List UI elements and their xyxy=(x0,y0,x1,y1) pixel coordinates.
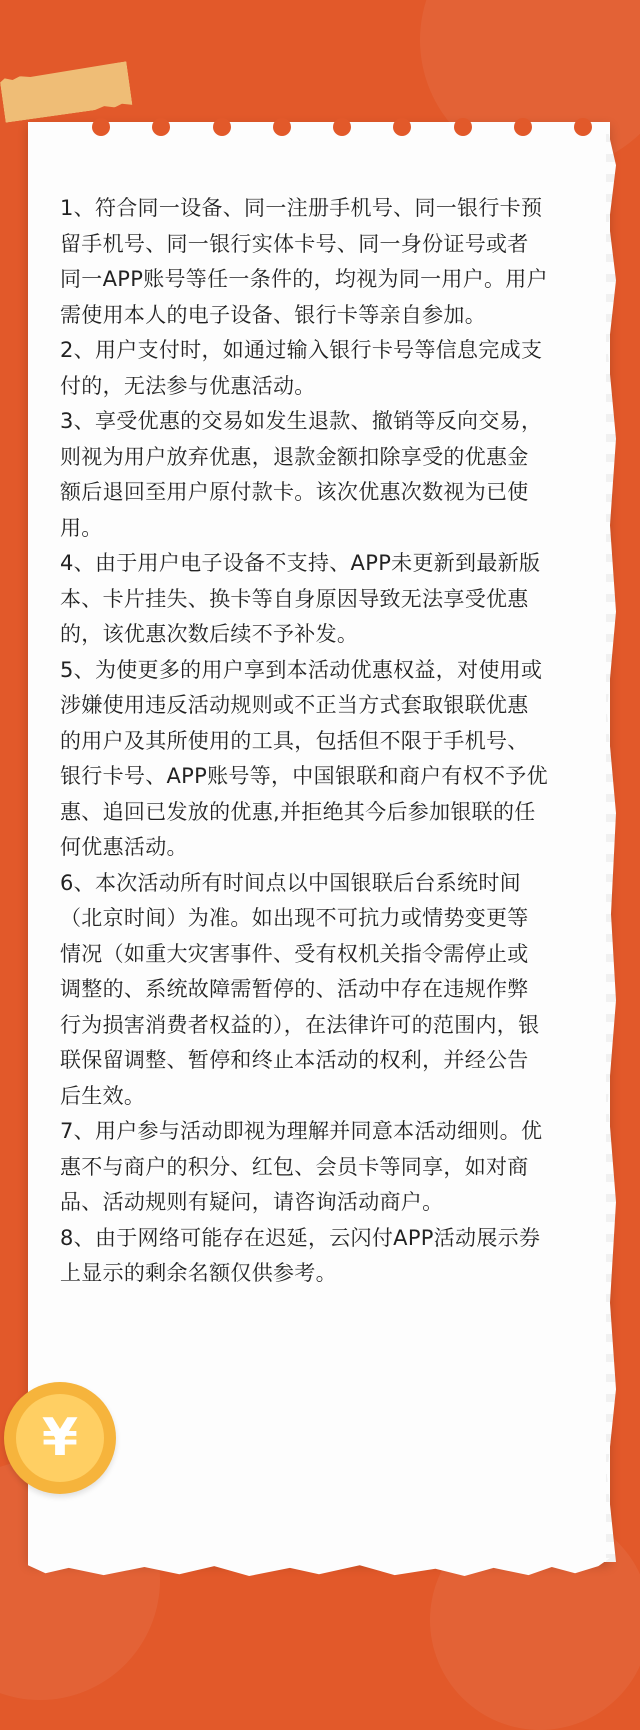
punch-hole xyxy=(333,118,351,136)
punch-hole xyxy=(393,118,411,136)
paper-torn-edge-right xyxy=(606,122,616,1562)
rule-item: 7、用户参与活动即视为理解并同意本活动细则。优惠不与商户的积分、红包、会员卡等同享，如对商品、活动规则有疑问，请咨询活动商户。 xyxy=(60,1119,543,1214)
punch-hole xyxy=(514,118,532,136)
yuan-symbol: ¥ xyxy=(41,1408,79,1468)
rule-item: 5、为使更多的用户享到本活动优惠权益，对使用或涉嫌使用违反活动规则或不正当方式套取银联优惠的用户及其所使用的工具，包括但不限于手机号、银行卡号、APP账号等，中国银联和商户有权不予优惠、追回已发放的优惠,并拒绝其今后参加银联的任何优惠活动。 xyxy=(60,657,548,859)
punch-hole xyxy=(273,118,291,136)
coin-face xyxy=(16,1394,104,1482)
rule-item: 1、符合同一设备、同一注册手机号、同一银行卡预留手机号、同一银行实体卡号、同一身份证号或者同一APP账号等任一条件的，均视为同一用户。用户需使用本人的电子设备、银行卡等亲自参加。 xyxy=(60,196,548,327)
rule-item: 6、本次活动所有时间点以中国银联后台系统时间（北京时间）为准。如出现不可抗力或情势变更等情况（如重大灾害事件、受有权机关指令需停止或调整的、系统故障需暂停的、活动中存在违规作弊行为损害消费者权益的），在法律许可的范围内，银联保留调整、暂停和终止本活动的权利，并经公告后生效。 xyxy=(60,870,540,1108)
yuan-coin-icon xyxy=(4,1382,116,1494)
punch-hole xyxy=(574,118,592,136)
rule-item: 4、由于用户电子设备不支持、APP未更新到最新版本、卡片挂失、换卡等自身原因导致无法享受优惠的，该优惠次数后续不予补发。 xyxy=(60,551,541,646)
rules-list xyxy=(60,191,548,1292)
coin-outer-ring xyxy=(4,1382,116,1494)
punch-holes xyxy=(92,118,592,138)
punch-hole xyxy=(92,118,110,136)
punch-hole xyxy=(454,118,472,136)
rule-item: 2、用户支付时，如通过输入银行卡号等信息完成支付的，无法参与优惠活动。 xyxy=(60,338,543,398)
rule-item: 8、由于网络可能存在迟延，云闪付APP活动展示券上显示的剩余名额仅供参考。 xyxy=(60,1225,541,1285)
masking-tape xyxy=(0,61,132,122)
punch-hole xyxy=(152,118,170,136)
rule-item: 3、享受优惠的交易如发生退款、撤销等反向交易，则视为用户放弃优惠，退款金额扣除享受的优惠金额后退回至用户原付款卡。该次优惠次数视为已使用。 xyxy=(60,409,543,540)
punch-hole xyxy=(213,118,231,136)
